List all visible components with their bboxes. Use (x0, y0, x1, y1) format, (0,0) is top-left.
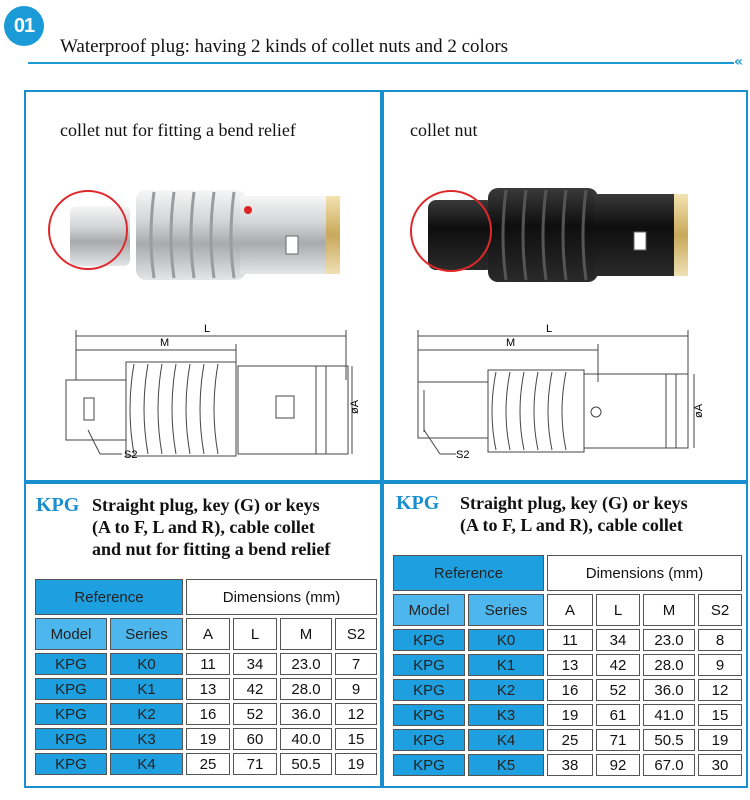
table-row (35, 753, 377, 775)
table-row (35, 653, 377, 675)
table-row (393, 679, 742, 701)
spec-table-panel-left (24, 482, 382, 788)
table-cell: 34 (233, 653, 277, 675)
table-cell: 52 (233, 703, 277, 725)
table-cell: 34 (596, 629, 640, 651)
table-row (35, 678, 377, 700)
table-cell: KPG (393, 729, 465, 751)
table-cell: 60 (233, 728, 277, 750)
column-header: L (233, 618, 277, 650)
dim-label-m: M (506, 337, 516, 349)
table-row (35, 728, 377, 750)
column-header: M (280, 618, 332, 650)
column-header: S2 (698, 594, 742, 626)
table-cell: KPG (393, 679, 465, 701)
product-title-line-2: (A to F, L and R), cable collet (92, 517, 315, 537)
table-cell: 30 (698, 754, 742, 776)
column-header: Series (468, 594, 544, 626)
table-cell: 28.0 (643, 654, 695, 676)
table-cell: K2 (110, 703, 183, 725)
table-cell: 15 (698, 704, 742, 726)
dimensions-table (32, 576, 380, 778)
table-cell: 40.0 (280, 728, 332, 750)
dimensions-header: Dimensions (mm) (186, 579, 377, 615)
table-cell: 19 (547, 704, 593, 726)
table-cell: 71 (596, 729, 640, 751)
dim-label-a: øA (693, 403, 705, 418)
dim-label-m: M (160, 337, 170, 349)
table-cell: K2 (468, 679, 544, 701)
reference-header: Reference (35, 579, 183, 615)
dim-label-l: L (546, 323, 553, 335)
table-cell: 38 (547, 754, 593, 776)
table-cell: 8 (698, 629, 742, 651)
column-header: Model (35, 618, 107, 650)
table-cell: 19 (335, 753, 377, 775)
table-cell: 25 (186, 753, 230, 775)
column-header: A (186, 618, 230, 650)
table-cell: 25 (547, 729, 593, 751)
table-cell: K0 (468, 629, 544, 651)
table-cell: 9 (698, 654, 742, 676)
table-cell: 7 (335, 653, 377, 675)
table-cell: 52 (596, 679, 640, 701)
table-cell: 15 (335, 728, 377, 750)
product-photo-panel-left (24, 90, 382, 482)
column-header: Series (110, 618, 183, 650)
table-cell: K1 (110, 678, 183, 700)
table-cell: KPG (35, 753, 107, 775)
table-cell: 16 (547, 679, 593, 701)
table-cell: 92 (596, 754, 640, 776)
table-cell: 11 (186, 653, 230, 675)
product-code: KPG (36, 494, 80, 516)
table-cell: 36.0 (280, 703, 332, 725)
section-number-badge: 01 (4, 6, 44, 46)
table-cell: 23.0 (643, 629, 695, 651)
table-cell: K1 (468, 654, 544, 676)
table-cell: 16 (186, 703, 230, 725)
table-cell: 42 (233, 678, 277, 700)
header-divider (28, 62, 734, 64)
table-cell: K4 (468, 729, 544, 751)
column-header: L (596, 594, 640, 626)
table-cell: KPG (35, 653, 107, 675)
table-cell: K4 (110, 753, 183, 775)
table-row (393, 704, 742, 726)
table-cell: 36.0 (643, 679, 695, 701)
table-cell: 23.0 (280, 653, 332, 675)
right-caption: collet nut (410, 120, 478, 140)
table-cell: 50.5 (280, 753, 332, 775)
table-cell: KPG (393, 654, 465, 676)
chevron-left-icon: « (734, 54, 744, 70)
dim-label-a: øA (349, 399, 361, 414)
left-technical-drawing (26, 320, 380, 480)
table-cell: 12 (335, 703, 377, 725)
table-row (393, 729, 742, 751)
table-cell: 61 (596, 704, 640, 726)
collet-highlight-circle (48, 190, 128, 270)
reference-header: Reference (393, 555, 544, 591)
column-header: Model (393, 594, 465, 626)
table-cell: KPG (35, 678, 107, 700)
table-cell: 12 (698, 679, 742, 701)
dimensions-header: Dimensions (mm) (547, 555, 742, 591)
table-cell: 19 (186, 728, 230, 750)
table-row (35, 703, 377, 725)
column-header: S2 (335, 618, 377, 650)
product-title-line-1: Straight plug, key (G) or keys (460, 493, 688, 513)
collet-highlight-circle (410, 190, 492, 272)
dim-label-l: L (204, 323, 211, 335)
table-cell: K3 (468, 704, 544, 726)
column-header: A (547, 594, 593, 626)
dim-label-s2: S2 (124, 449, 138, 461)
table-cell: 71 (233, 753, 277, 775)
table-cell: 11 (547, 629, 593, 651)
table-row (393, 654, 742, 676)
table-row (393, 754, 742, 776)
table-cell: KPG (35, 703, 107, 725)
product-title-line-2: (A to F, L and R), cable collet (460, 515, 683, 535)
column-header: M (643, 594, 695, 626)
product-title-line-3: and nut for fitting a bend relief (92, 539, 331, 559)
dimensions-table (390, 552, 745, 779)
table-cell: KPG (35, 728, 107, 750)
product-photo-panel-right (382, 90, 748, 482)
table-cell: K5 (468, 754, 544, 776)
table-cell: KPG (393, 704, 465, 726)
right-technical-drawing (384, 320, 746, 480)
table-row (393, 629, 742, 651)
page-title: Waterproof plug: having 2 kinds of collet nuts and 2 colors (60, 36, 509, 57)
table-cell: 9 (335, 678, 377, 700)
table-cell: 50.5 (643, 729, 695, 751)
dim-label-s2: S2 (456, 449, 470, 461)
spec-table-panel-right (382, 482, 748, 788)
table-cell: K3 (110, 728, 183, 750)
table-cell: 42 (596, 654, 640, 676)
left-caption: collet nut for fitting a bend relief (60, 120, 296, 140)
table-cell: 41.0 (643, 704, 695, 726)
table-cell: 28.0 (280, 678, 332, 700)
table-cell: 19 (698, 729, 742, 751)
table-cell: 13 (186, 678, 230, 700)
table-cell: 67.0 (643, 754, 695, 776)
table-cell: K0 (110, 653, 183, 675)
table-cell: KPG (393, 754, 465, 776)
table-cell: KPG (393, 629, 465, 651)
table-cell: 13 (547, 654, 593, 676)
product-title-line-1: Straight plug, key (G) or keys (92, 495, 320, 515)
product-code: KPG (396, 492, 440, 514)
